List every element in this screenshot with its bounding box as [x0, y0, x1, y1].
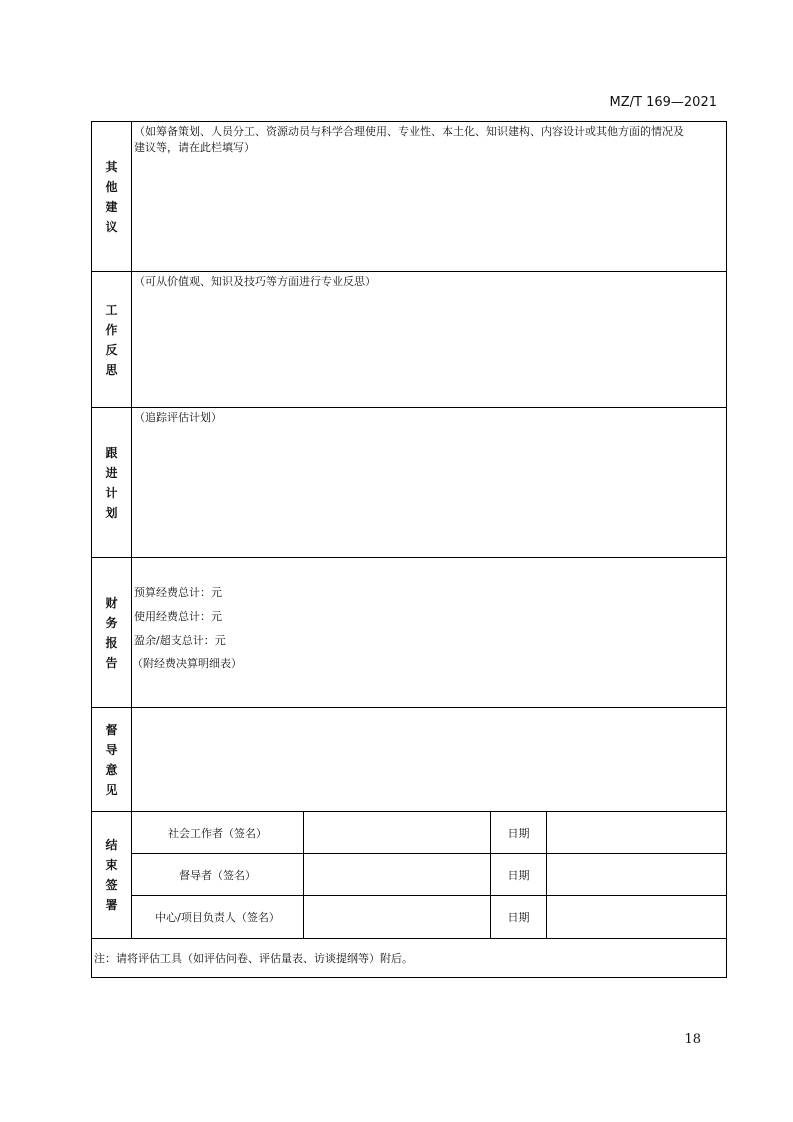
header-char: 报 — [105, 635, 118, 650]
header-char: 划 — [105, 505, 118, 520]
other-suggestions-header — [92, 122, 132, 271]
date-field[interactable] — [547, 896, 726, 938]
header-char: 思 — [105, 362, 118, 377]
header-char: 签 — [105, 878, 118, 892]
follow-up-plan-row — [92, 408, 726, 558]
supervisor-opinion-header — [92, 708, 132, 811]
supervisor-opinion-field[interactable] — [132, 708, 726, 811]
signature-field[interactable] — [304, 896, 491, 938]
signature-row-social-worker — [132, 812, 726, 854]
surplus-total: 盈余/超支总计：元 — [134, 634, 226, 647]
other-suggestions-field[interactable] — [132, 122, 726, 271]
other-suggestions-hint-line1: （如筹备策划、人员分工、资源动员与科学合理使用、专业性、本土化、知识建构、内容设计或其他方面的情况及 — [134, 125, 684, 138]
attachment-note: （附经费决算明细表） — [132, 657, 242, 670]
budget-total: 预算经费总计：元 — [134, 586, 222, 599]
signature-role-label: 督导者（签名） — [132, 854, 304, 895]
header-char: 督 — [105, 722, 118, 737]
signature-row-project-lead — [132, 896, 726, 938]
other-suggestions-hint-line2: 建议等，请在此栏填写） — [134, 141, 255, 154]
follow-up-plan-header — [92, 408, 132, 557]
signature-role-label: 中心/项目负责人（签名） — [132, 896, 304, 938]
date-label: 日期 — [491, 896, 547, 938]
document-code: MZ/T 169—2021 — [609, 95, 717, 110]
header-char: 财 — [105, 595, 118, 610]
page-number: 18 — [684, 1032, 701, 1047]
date-field[interactable] — [547, 812, 726, 853]
header-char: 意 — [105, 762, 118, 777]
work-reflection-header — [92, 272, 132, 407]
work-reflection-row — [92, 272, 726, 408]
header-char: 计 — [105, 485, 118, 500]
signature-role-label: 社会工作者（签名） — [132, 812, 304, 853]
work-reflection-hint: （可从价值观、知识及技巧等方面进行专业反思） — [134, 275, 376, 288]
header-char: 他 — [105, 179, 118, 194]
header-char: 见 — [105, 782, 118, 797]
date-field[interactable] — [547, 854, 726, 895]
date-label: 日期 — [491, 812, 547, 853]
header-char: 束 — [105, 858, 118, 872]
closing-signature-row — [92, 812, 726, 939]
header-char: 工 — [105, 302, 118, 317]
header-char: 务 — [105, 615, 118, 630]
signature-field[interactable] — [304, 854, 491, 895]
closing-signature-header — [92, 812, 132, 938]
header-char: 作 — [105, 322, 118, 337]
header-char: 告 — [105, 655, 118, 670]
header-char: 跟 — [105, 445, 118, 460]
header-char: 署 — [105, 898, 118, 912]
supervisor-opinion-row — [92, 708, 726, 812]
signature-field[interactable] — [304, 812, 491, 853]
used-total: 使用经费总计：元 — [134, 610, 222, 623]
note-text: 注：请将评估工具（如评估问卷、评估量表、访谈提纲等）附后。 — [94, 952, 413, 965]
header-char: 进 — [105, 465, 118, 480]
evaluation-form-table — [91, 121, 727, 978]
follow-up-plan-field[interactable] — [132, 408, 726, 557]
financial-report-header — [92, 558, 132, 707]
header-char: 导 — [105, 742, 118, 757]
other-suggestions-row — [92, 122, 726, 272]
financial-report-field[interactable] — [132, 558, 726, 707]
header-char: 其 — [105, 159, 118, 174]
date-label: 日期 — [491, 854, 547, 895]
note-row — [92, 939, 726, 977]
signature-row-supervisor — [132, 854, 726, 896]
follow-up-plan-hint: （追踪评估计划） — [134, 411, 222, 424]
header-char: 结 — [105, 838, 118, 852]
work-reflection-field[interactable] — [132, 272, 726, 407]
financial-report-row — [92, 558, 726, 708]
header-char: 建 — [105, 199, 118, 214]
header-char: 反 — [105, 342, 118, 357]
header-char: 议 — [105, 219, 118, 234]
